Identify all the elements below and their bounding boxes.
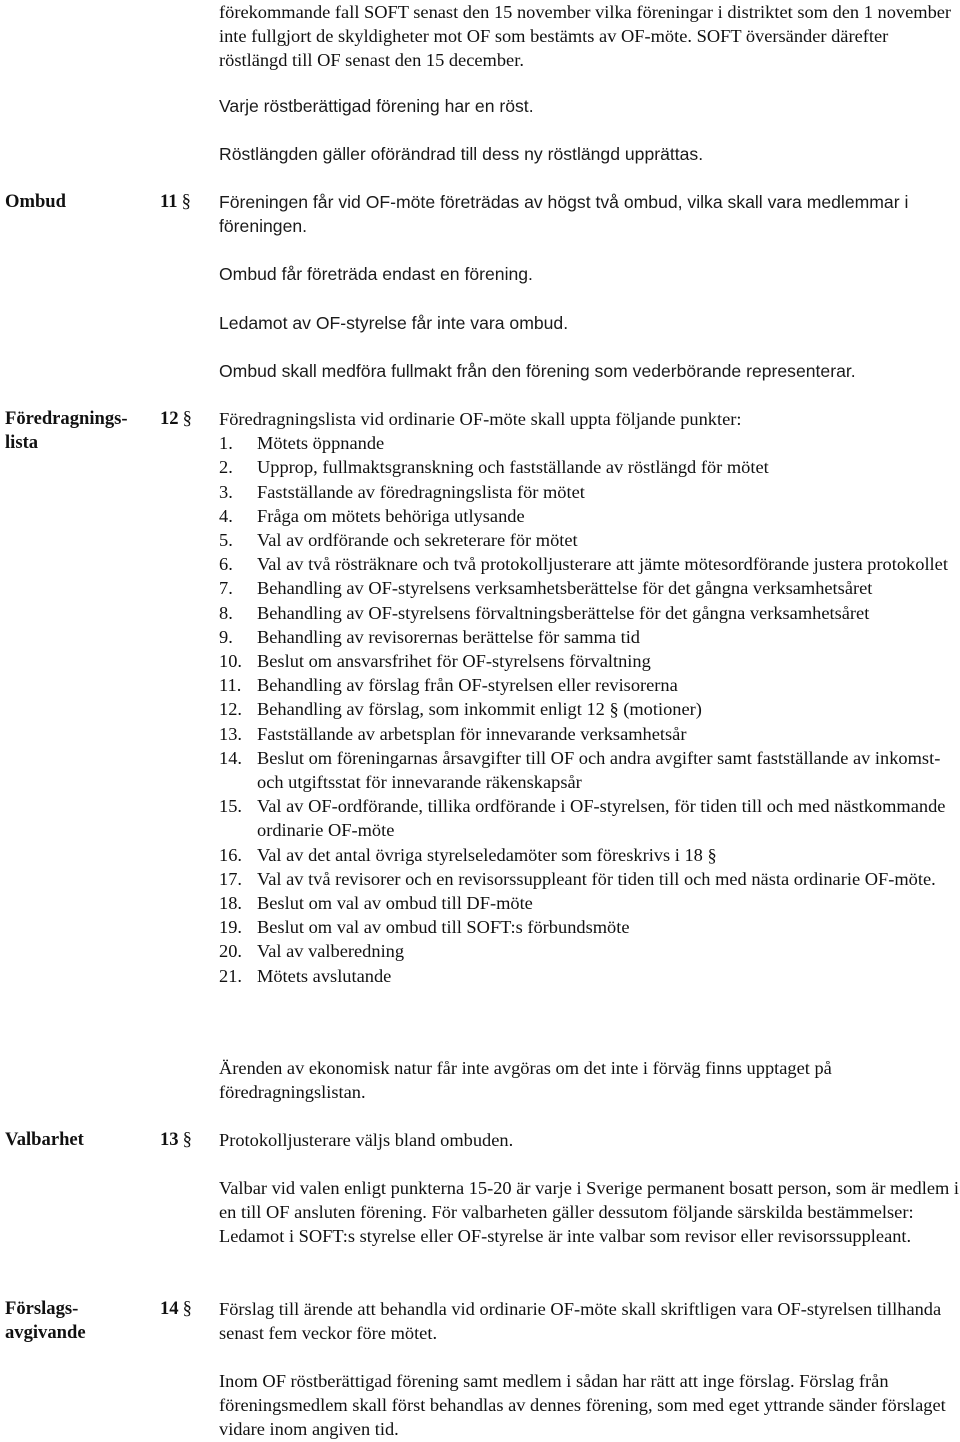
agenda-item-number: 12. xyxy=(219,699,242,720)
agenda-item-number: 8. xyxy=(219,602,233,623)
agenda-item xyxy=(219,939,960,963)
section-13-number-text: 13 xyxy=(160,1129,179,1150)
section-12-number-text: 12 xyxy=(160,408,179,429)
section-11-number xyxy=(160,190,191,214)
agenda-item-number: 19. xyxy=(219,917,242,938)
agenda-item xyxy=(219,431,960,455)
agenda-list xyxy=(219,431,960,988)
agenda-item-text: Fastställande av arbetsplan för innevarande verksamhetsår xyxy=(257,723,687,744)
agenda-item xyxy=(219,964,960,988)
agenda-item xyxy=(219,480,960,504)
agenda-item-text: Mötets avslutande xyxy=(257,965,392,986)
agenda-item-number: 21. xyxy=(219,965,242,986)
agenda-item-number: 3. xyxy=(219,481,233,502)
section-14-heading-line-2: avgivande xyxy=(5,1322,86,1344)
section-14-paragraph-2: Inom OF röstberättigad förening samt medlem i sådan har rätt att inge förslag. Förslag från föreningsmedlem skall först behandlas av dennes förening, som med eget yttrande sänder förslaget vidare inom angiven tid. xyxy=(219,1371,946,1440)
agenda-item-text: Val av OF-ordförande, tillika ordförande i OF-styrelsen, för tiden till och med nästkommande ordinarie OF-möte xyxy=(257,796,946,841)
agenda-item-number: 13. xyxy=(219,723,242,744)
section-11-heading: Ombud xyxy=(5,191,66,212)
agenda-item xyxy=(219,625,960,649)
agenda-item xyxy=(219,697,960,721)
agenda-item xyxy=(219,455,960,479)
agenda-item-number: 17. xyxy=(219,868,242,889)
section-12-closing: Ärenden av ekonomisk natur får inte avgöras om det inte i förväg finns upptaget på föredragningslistan. xyxy=(219,1058,832,1103)
section-14-heading-line-1: Förslags- xyxy=(5,1298,79,1319)
intro-paragraph-3: Röstlängden gäller oförändrad till dess ny röstlängd upprättas. xyxy=(219,144,704,164)
agenda-item-number: 18. xyxy=(219,893,242,914)
section-11-paragraph-1: Föreningen får vid OF-möte företrädas av högst två ombud, vilka skall vara medlemmar i föreningen. xyxy=(219,192,909,237)
agenda-item-text: Behandling av förslag, som inkommit enligt 12 § (motioner) xyxy=(257,699,702,720)
agenda-item xyxy=(219,576,960,600)
agenda-item xyxy=(219,552,960,576)
agenda-item xyxy=(219,528,960,552)
agenda-item-number: 6. xyxy=(219,554,233,575)
agenda-item xyxy=(219,673,960,697)
section-14-paragraph-1: Förslag till ärende att behandla vid ordinarie OF-möte skall skriftligen vara OF-styrelsen tillhanda senast fem veckor före mötet. xyxy=(219,1299,942,1344)
agenda-item-text: Fastställande av föredragningslista för mötet xyxy=(257,481,585,502)
agenda-item-text: Behandling av revisorernas berättelse för samma tid xyxy=(257,626,641,647)
agenda-item-number: 5. xyxy=(219,530,233,551)
agenda-item xyxy=(219,891,960,915)
agenda-item-text: Fråga om mötets behöriga utlysande xyxy=(257,505,525,526)
section-14-heading xyxy=(5,1297,86,1345)
section-12-number xyxy=(160,407,192,431)
agenda-item-number: 7. xyxy=(219,578,233,599)
section-11-number-text: 11 xyxy=(160,191,178,212)
section-13-number xyxy=(160,1128,192,1152)
section-14-number xyxy=(160,1297,192,1321)
agenda-item-number: 14. xyxy=(219,747,242,768)
agenda-item-number: 9. xyxy=(219,626,233,647)
agenda-item xyxy=(219,794,960,842)
agenda-item-text: Behandling av förslag från OF-styrelsen eller revisorerna xyxy=(257,675,678,696)
agenda-item-text: Mötets öppnande xyxy=(257,433,385,454)
section-13-paragraph-2: Valbar vid valen enligt punkterna 15-20 är varje i Sverige permanent bosatt person, som är medlem i en till OF ansluten förening. För valbarheten gäller dessutom följande särskilda bestämmelser: Ledamot i SOFT:s styrelse eller OF-styrelse är inte valbar som revisor eller revisorssuppleant. xyxy=(219,1178,959,1247)
paragraph-symbol-icon: § xyxy=(182,1298,192,1319)
section-11-paragraph-2: Ombud får företräda endast en förening. xyxy=(219,264,533,284)
agenda-item xyxy=(219,722,960,746)
agenda-item-number: 2. xyxy=(219,457,233,478)
agenda-item xyxy=(219,915,960,939)
agenda-item-text: Val av två revisorer och en revisorssuppleant för tiden till och med nästa ordinarie OF-möte. xyxy=(257,868,936,889)
agenda-item-number: 20. xyxy=(219,941,242,962)
agenda-item-number: 10. xyxy=(219,651,242,672)
agenda-item xyxy=(219,649,960,673)
agenda-item xyxy=(219,746,960,794)
section-12-body xyxy=(219,407,960,988)
section-12-heading-line-2: lista xyxy=(5,432,39,454)
paragraph-symbol-icon: § xyxy=(181,191,191,212)
intro-paragraph-1: förekommande fall SOFT senast den 15 november vilka föreningar i distriktet som den 1 november inte fullgjort de skyldigheter mot OF som bestämts av OF-möte. SOFT översänder därefter röstlängd till OF senast den 15 december. xyxy=(219,2,952,71)
section-11-paragraph-4: Ombud skall medföra fullmakt från den förening som vederbörande representerar. xyxy=(219,361,856,381)
agenda-item-number: 11. xyxy=(219,675,242,696)
section-12-heading-line-1: Föredragnings- xyxy=(5,408,128,429)
agenda-item-text: Beslut om val av ombud till DF-möte xyxy=(257,893,533,914)
agenda-item-text: Beslut om val av ombud till SOFT:s förbundsmöte xyxy=(257,917,630,938)
agenda-item xyxy=(219,867,960,891)
agenda-item-text: Behandling av OF-styrelsens förvaltningsberättelse för det gångna verksamhetsåret xyxy=(257,602,870,623)
agenda-item-text: Val av två rösträknare och två protokolljusterare att jämte mötesordförande justera protokollet xyxy=(257,554,948,575)
section-11-paragraph-3: Ledamot av OF-styrelse får inte vara ombud. xyxy=(219,313,569,333)
agenda-item-number: 15. xyxy=(219,796,242,817)
agenda-item-text: Beslut om ansvarsfrihet för OF-styrelsens förvaltning xyxy=(257,651,651,672)
agenda-item-text: Upprop, fullmaktsgranskning och fastställande av röstlängd för mötet xyxy=(257,457,769,478)
intro-paragraph-2: Varje röstberättigad förening har en röst. xyxy=(219,96,534,116)
agenda-item-number: 16. xyxy=(219,844,242,865)
agenda-item-number: 1. xyxy=(219,433,233,454)
section-14-number-text: 14 xyxy=(160,1298,179,1319)
agenda-item-text: Val av det antal övriga styrelseledamöter som föreskrivs i 18 § xyxy=(257,844,717,865)
agenda-item xyxy=(219,504,960,528)
agenda-item xyxy=(219,601,960,625)
paragraph-symbol-icon: § xyxy=(182,1129,192,1150)
agenda-item-text: Beslut om föreningarnas årsavgifter till OF och andra avgifter samt fastställande av inkomst- och utgiftsstat för innevarande räkenskapsår xyxy=(257,747,941,793)
section-13-heading: Valbarhet xyxy=(5,1129,84,1150)
section-12-heading xyxy=(5,407,128,455)
paragraph-symbol-icon: § xyxy=(182,408,192,429)
agenda-item-number: 4. xyxy=(219,505,233,526)
section-12-intro: Föredragningslista vid ordinarie OF-möte skall uppta följande punkter: xyxy=(219,409,742,429)
agenda-item-text: Val av ordförande och sekreterare för mötet xyxy=(257,530,578,551)
agenda-item xyxy=(219,843,960,867)
agenda-item-text: Behandling av OF-styrelsens verksamhetsberättelse för det gångna verksamhetsåret xyxy=(257,578,873,599)
agenda-item-text: Val av valberedning xyxy=(257,941,405,962)
section-13-paragraph-1: Protokolljusterare väljs bland ombuden. xyxy=(219,1130,514,1150)
